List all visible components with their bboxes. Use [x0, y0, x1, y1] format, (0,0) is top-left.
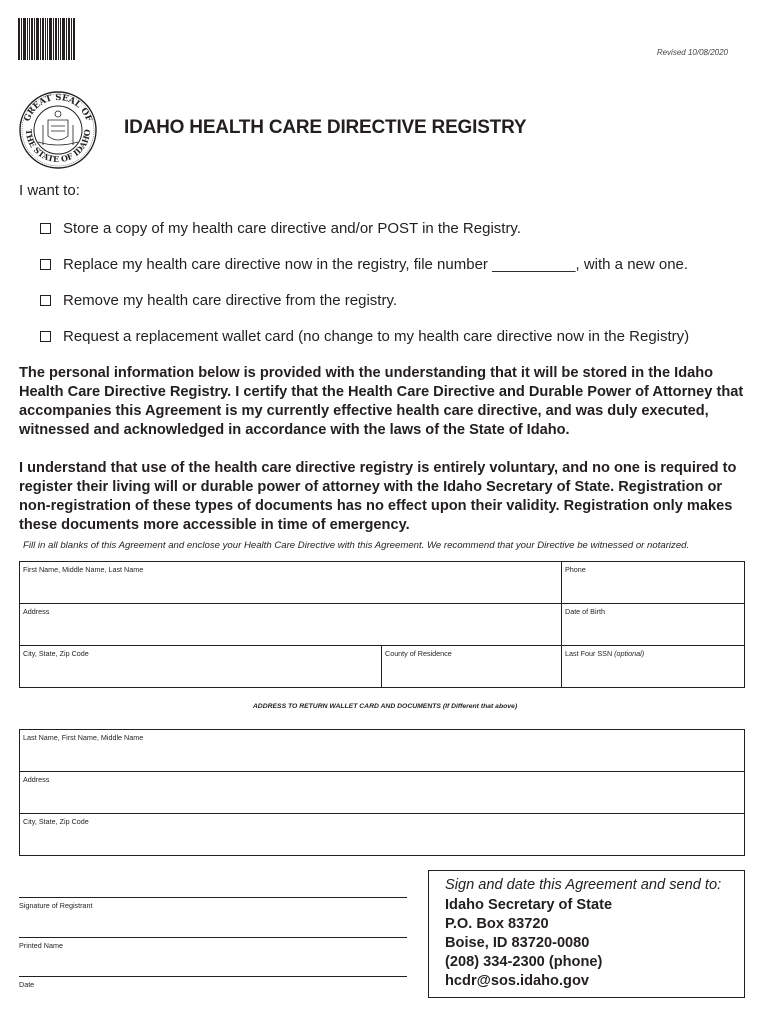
signature-label: Signature of Registrant [19, 901, 93, 910]
store-checkbox[interactable] [40, 223, 51, 234]
barcode-icon [17, 18, 75, 60]
date-label: Date [19, 980, 35, 989]
return-city-field[interactable] [20, 814, 745, 856]
option-store [40, 220, 521, 237]
ssn-label: Last Four SSN [565, 649, 613, 658]
idaho-state-seal-icon [18, 90, 98, 170]
date-line[interactable] [19, 976, 407, 989]
signature-line[interactable] [19, 897, 407, 910]
revised-date: Revised 10/08/2020 [656, 48, 728, 57]
certification-paragraph: The personal information below is provided with the understanding that it will be stored in the Idaho Health Care Directive Registry. I certify that the Health Care Directive and Durable Power of Attorney that accompanies this Agreement is my currently effective health care directive, and was duly executed, witnessed and acknowledged in accordance with the laws of the State of Idaho. [19, 365, 744, 438]
remove-checkbox[interactable] [40, 295, 51, 306]
svg-text:GREAT SEAL OF [22, 93, 93, 123]
printed-name-line[interactable] [19, 937, 407, 950]
send-to-city: Boise, ID 83720-0080 [445, 935, 590, 951]
wallet-card-checkbox[interactable] [40, 331, 51, 342]
option-store-label: Store a copy of my health care directive and/or POST in the Registry. [63, 220, 521, 237]
ssn-optional-label: (optional) [614, 649, 645, 658]
send-to-po-box: P.O. Box 83720 [445, 916, 549, 932]
return-address-field[interactable] [20, 772, 745, 814]
return-name-field[interactable] [20, 730, 745, 772]
registrant-info-table [19, 561, 745, 688]
option-wallet-card [40, 328, 689, 345]
replace-checkbox[interactable] [40, 259, 51, 270]
printed-name-label: Printed Name [19, 941, 63, 950]
dob-field[interactable] [562, 604, 745, 646]
option-remove [40, 292, 397, 309]
name-label: First Name, Middle Name, Last Name [23, 565, 144, 574]
return-city-label: City, State, Zip Code [23, 817, 89, 826]
send-to-phone: (208) 334-2300 (phone) [445, 954, 603, 970]
seal-text-top: GREAT SEAL OF [22, 92, 94, 124]
phone-label: Phone [565, 565, 586, 574]
options-intro: I want to: [19, 182, 80, 199]
phone-field[interactable] [562, 562, 745, 604]
address-label: Address [23, 607, 50, 616]
voluntary-paragraph: I understand that use of the health care directive registry is entirely voluntary, and no one is required to register their living will or durable power of attorney with the Idaho Secretary of State. Registration or non-registration of these types of documents has no effect upon their validity. Registration only makes these documents more accessible in time of emergency. [19, 460, 737, 533]
return-address-heading: ADDRESS TO RETURN WALLET CARD AND DOCUMENTS (If Different that above) [252, 703, 518, 710]
return-address-label: Address [23, 775, 50, 784]
option-replace-label: Replace my health care directive now in the registry, file number __________, with a new one. [63, 256, 689, 273]
dob-label: Date of Birth [565, 607, 605, 616]
send-to-box [428, 870, 745, 998]
name-field[interactable] [20, 562, 562, 604]
return-name-label: Last Name, First Name, Middle Name [23, 733, 144, 742]
option-replace [40, 256, 688, 273]
option-wallet-card-label: Request a replacement wallet card (no change to my health care directive now in the Registry) [63, 328, 690, 345]
send-to-email: hcdr@sos.idaho.gov [445, 973, 589, 989]
fill-in-note: Fill in all blanks of this Agreement and enclose your Health Care Directive with this Agreement. We recommend that your Directive be witnessed or notarized. [23, 540, 690, 551]
county-field[interactable] [382, 646, 562, 688]
city-label: City, State, Zip Code [23, 649, 89, 658]
page-title: IDAHO HEALTH CARE DIRECTIVE REGISTRY [124, 117, 527, 138]
county-label: County of Residence [385, 649, 452, 658]
ssn-field[interactable] [562, 646, 745, 688]
option-remove-label: Remove my health care directive from the registry. [63, 292, 398, 309]
seal-text-bottom: THE STATE OF IDAHO [23, 128, 93, 165]
return-address-table [19, 729, 745, 856]
send-to-org: Idaho Secretary of State [445, 897, 613, 913]
send-to-intro: Sign and date this Agreement and send to: [445, 877, 722, 893]
city-field[interactable] [20, 646, 382, 688]
address-field[interactable] [20, 604, 562, 646]
